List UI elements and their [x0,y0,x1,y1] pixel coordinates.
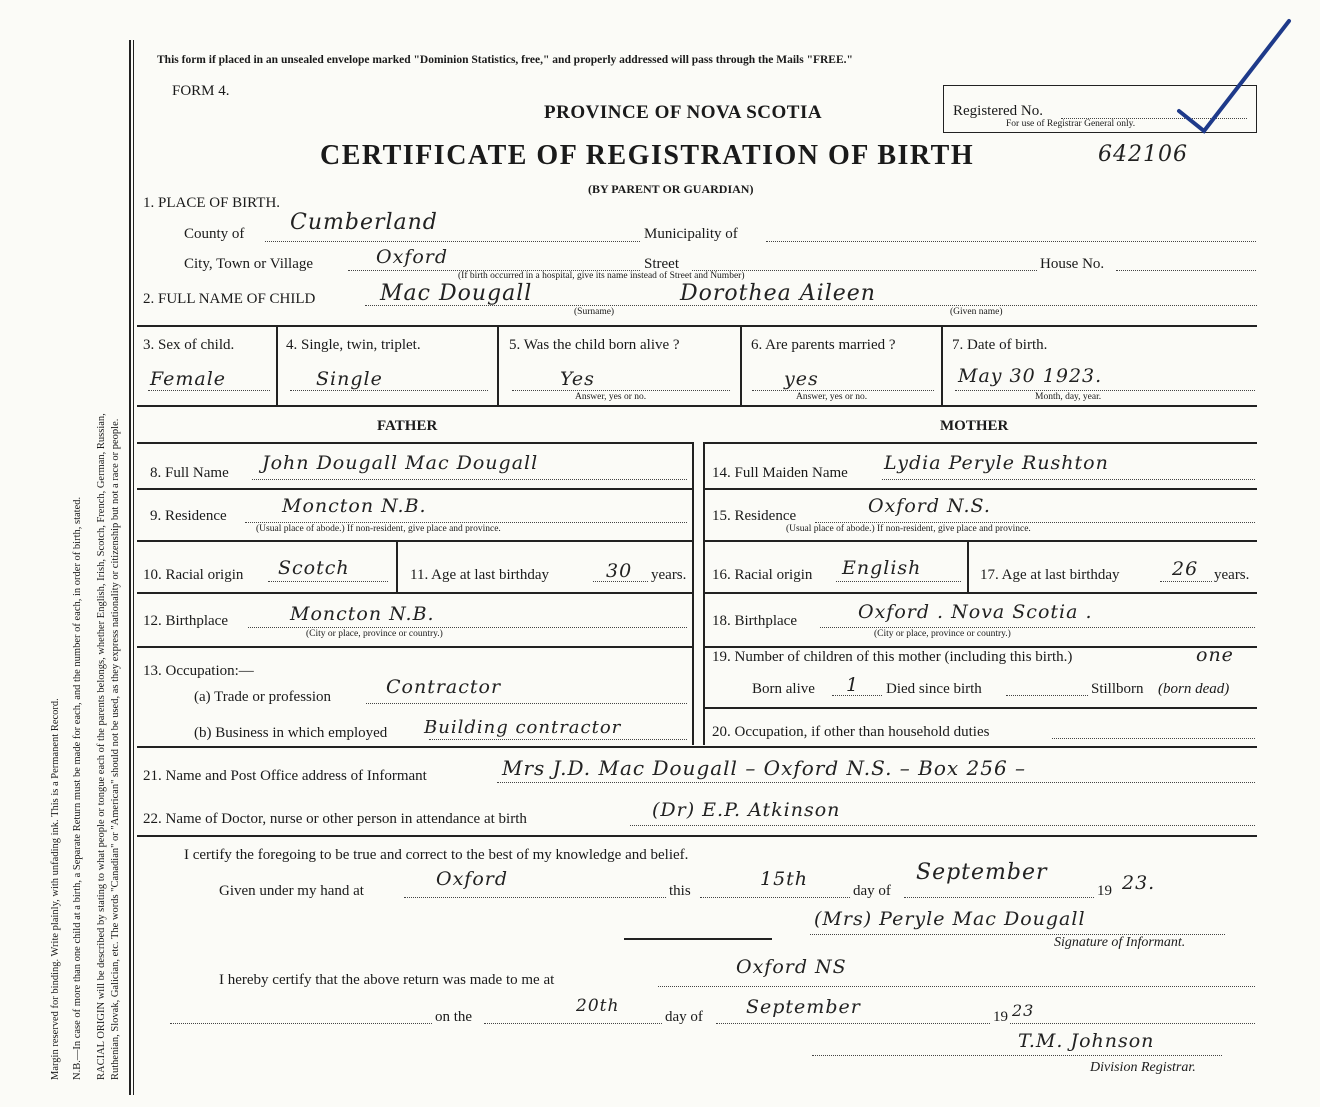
alive-line [512,390,730,391]
month-value: September [916,860,1048,885]
informant-signature-caption: Signature of Informant. [1054,935,1186,950]
died-label: Died since birth [886,681,982,697]
sex-value: Female [150,368,227,390]
father-name-line [252,479,687,480]
father-rule-2 [137,540,692,542]
father-rule-4 [137,646,692,648]
father-age-value: 30 [606,560,633,582]
municipality-line [766,241,1256,242]
day-value: 15th [760,868,809,890]
married-line [752,390,934,391]
house-line [1116,270,1256,271]
reg-day-of-label: day of [665,1009,703,1025]
mother-race-line [836,581,961,582]
mother-race-value: English [842,557,922,579]
father-birthplace-value: Moncton N.B. [290,603,435,625]
dob-caption: Month, day, year. [1035,392,1102,402]
mother-age-line [1160,581,1212,582]
col-div-1 [276,325,278,405]
mother-name-value: Lydia Peryle Rushton [884,452,1109,474]
stillborn-caption: (born dead) [1158,681,1230,697]
alive-label: 5. Was the child born alive ? [509,337,680,353]
child-name-label: 2. FULL NAME OF CHILD [143,291,316,307]
province-title: PROVINCE OF NOVA SCOTIA [544,102,823,123]
county-line [265,241,640,242]
certificate-title: CERTIFICATE OF REGISTRATION OF BIRTH [320,140,975,171]
certify-text: I certify the foregoing to be true and correct to the best of my knowledge and belief. [184,847,689,863]
informant-value: Mrs J.D. Mac Dougall – Oxford N.S. – Box 256 – [502,756,1027,780]
sex-label: 3. Sex of child. [143,337,235,353]
house-label: House No. [1040,256,1105,272]
surname-caption: (Surname) [574,307,615,317]
father-col-right [692,442,694,745]
father-birthplace-caption: (City or place, province or country.) [306,629,443,639]
mother-rule-4 [703,646,1257,648]
father-name-label: 8. Full Name [150,465,229,481]
alive-value: Yes [560,368,595,390]
mother-name-label: 14. Full Maiden Name [712,465,848,481]
informant-label: 21. Name and Post Office address of Informant [143,768,427,784]
doctor-value: (Dr) E.P. Atkinson [652,799,841,821]
city-value: Oxford [376,246,449,268]
this-label: this [669,883,691,899]
mother-age-label: 17. Age at last birthday [980,567,1120,583]
married-value: yes [784,368,819,390]
given-place-value: Oxford [436,868,509,890]
born-alive-value: 1 [846,674,860,696]
child-given-name: Dorothea Aileen [680,281,876,306]
on-the-label: on the [435,1009,473,1025]
father-race-value: Scotch [278,557,350,579]
mother-residence-caption: (Usual place of abode.) If non-resident, give place and province. [786,524,1031,534]
col-div-3 [740,325,742,405]
father-residence-caption: (Usual place of abode.) If non-resident, give place and province. [256,524,501,534]
mother-race-divider [967,540,969,592]
mother-years-label: years. [1214,567,1250,583]
mother-birthplace-caption: (City or place, province or country.) [874,629,1011,639]
registrar-place-value: Oxford NS [736,956,847,978]
father-rule-1 [137,488,692,490]
mother-residence-line [815,522,1255,523]
mother-name-line [882,479,1255,480]
on-the-left-line [170,1023,432,1024]
given-label: Given under my hand at [219,883,364,899]
registrar-caption: Division Registrar. [1090,1060,1196,1075]
alive-caption: Answer, yes or no. [575,392,647,402]
checkmark-icon [1169,31,1289,91]
mother-race-label: 16. Racial origin [712,567,813,583]
hospital-note: (If birth occurred in a hospital, give its name instead of Street and Number) [458,271,745,281]
mother-residence-value: Oxford N.S. [868,495,991,517]
registered-label: Registered No. [953,103,1043,119]
mother-rule-5 [703,707,1257,709]
father-trade-line [366,703,687,704]
plurality-value: Single [316,368,383,390]
mother-occupation-label: 20. Occupation, if other than household duties [712,724,990,740]
registrar-place-line [658,986,1255,987]
given-place-line [404,897,666,898]
day-line [700,897,850,898]
reg-month-value: September [746,996,861,1018]
married-label: 6. Are parents married ? [751,337,896,353]
father-race-divider [396,540,398,592]
father-race-line [268,581,388,582]
father-race-label: 10. Racial origin [143,567,244,583]
reg-day-value: 20th [576,996,620,1016]
certificate-number: 642106 [1098,142,1188,167]
sex-line [148,390,270,391]
father-residence-value: Moncton N.B. [282,495,427,517]
margin-note-2: N.B.—In case of more than one child at a birth, a Separate Return must be made for each, and the number of each, in order of birth, stated. [72,496,83,1080]
mother-residence-label: 15. Residence [712,508,797,524]
given-caption: (Given name) [950,307,1003,317]
mother-heading-rule [703,442,1257,444]
reg-year-line [1010,1023,1255,1024]
mother-age-value: 26 [1172,558,1199,580]
mother-birthplace-label: 18. Birthplace [712,613,797,629]
father-birthplace-line [248,627,687,628]
mother-rule-2 [703,540,1257,542]
mother-birthplace-line [820,627,1255,628]
informant-line [497,782,1255,783]
day-of-label: day of [853,883,891,899]
signature-underline [624,938,772,940]
father-years-label: years. [651,567,687,583]
father-residence-label: 9. Residence [150,508,227,524]
registrar-signature: T.M. Johnson [1018,1030,1155,1052]
binding-line-1 [129,40,131,1095]
died-line [1006,695,1088,696]
subtitle: (BY PARENT OR GUARDIAN) [588,182,754,196]
father-trade-label: (a) Trade or profession [194,689,332,705]
dob-label: 7. Date of birth. [952,337,1048,353]
mother-children-value: one [1196,644,1234,666]
margin-note-4: Ruthenian, Slovak, Galician, etc. The words "Canadian" or "American" should not be used, as they express nationality or citizenship but not a race or people. [110,418,121,1080]
margin-note-3: RACIAL ORIGIN will be described by stating to what people or tongue each of the parents belongs, whether English, Irish, Scotch, French, German, Russian, [96,413,107,1080]
margin-note-1: Margin reserved for binding. Write plainly, with unfading ink. This is a Permanent Record. [50,698,61,1080]
registrar-text: I hereby certify that the above return was made to me at [219,972,555,988]
father-residence-line [245,522,687,523]
father-heading: FATHER [377,418,438,434]
county-value: Cumberland [290,210,438,235]
married-caption: Answer, yes or no. [796,392,868,402]
father-business-label: (b) Business in which employed [194,725,388,741]
binding-line-2 [133,40,134,1095]
mother-children-label: 19. Number of children of this mother (including this birth.) [712,649,1073,665]
reg-year-value: 23 [1012,1001,1035,1020]
county-label: County of [184,226,245,242]
born-alive-label: Born alive [752,681,815,697]
mother-occupation-line [1052,738,1255,739]
mail-notice: This form if placed in an unsealed envelope marked "Dominion Statistics, free," and properly addressed will pass through the Mails "FREE." [157,54,853,66]
dob-line [955,390,1255,391]
child-surname: Mac Dougall [380,281,533,306]
mother-rule-3 [703,592,1257,594]
father-business-line [429,739,687,740]
father-occupation-label: 13. Occupation:— [143,663,254,679]
stillborn-label: Stillborn [1091,681,1144,697]
father-birthplace-label: 12. Birthplace [143,613,228,629]
reg-month-line [716,1023,990,1024]
mother-birthplace-value: Oxford . Nova Scotia . [858,601,1093,623]
col-div-2 [497,325,499,405]
father-age-label: 11. Age at last birthday [410,567,549,583]
registered-note: For use of Registrar General only. [1006,119,1136,129]
father-trade-value: Contractor [386,676,502,698]
informant-signature: (Mrs) Peryle Mac Dougall [814,908,1086,930]
city-label: City, Town or Village [184,256,314,272]
reg-day-line [484,1023,662,1024]
plurality-line [290,390,488,391]
street-label: Street [644,256,679,272]
doctor-label: 22. Name of Doctor, nurse or other person in attendance at birth [143,811,527,827]
father-heading-rule [137,442,692,444]
mother-heading: MOTHER [940,418,1009,434]
col-div-4 [941,325,943,405]
place-of-birth-heading: 1. PLACE OF BIRTH. [143,195,281,211]
row-rule-bottom [137,405,1257,407]
informant-rule [137,746,1257,748]
doctor-line [630,825,1255,826]
dob-value: May 30 1923. [958,365,1103,387]
reg-year-prefix: 19 [993,1009,1008,1025]
registrar-signature-line [812,1055,1222,1056]
certification-rule [137,835,1257,837]
mother-rule-1 [703,488,1257,490]
registered-box [943,85,1257,133]
municipality-label: Municipality of [644,226,738,242]
form-number: FORM 4. [172,83,230,99]
year-prefix: 19 [1097,883,1112,899]
month-line [904,897,1094,898]
father-business-value: Building contractor [424,717,622,738]
row-rule-top [137,325,1257,327]
year-value: 23. [1122,872,1156,894]
father-rule-3 [137,592,692,594]
father-name-value: John Dougall Mac Dougall [262,452,539,474]
plurality-label: 4. Single, twin, triplet. [286,337,421,353]
